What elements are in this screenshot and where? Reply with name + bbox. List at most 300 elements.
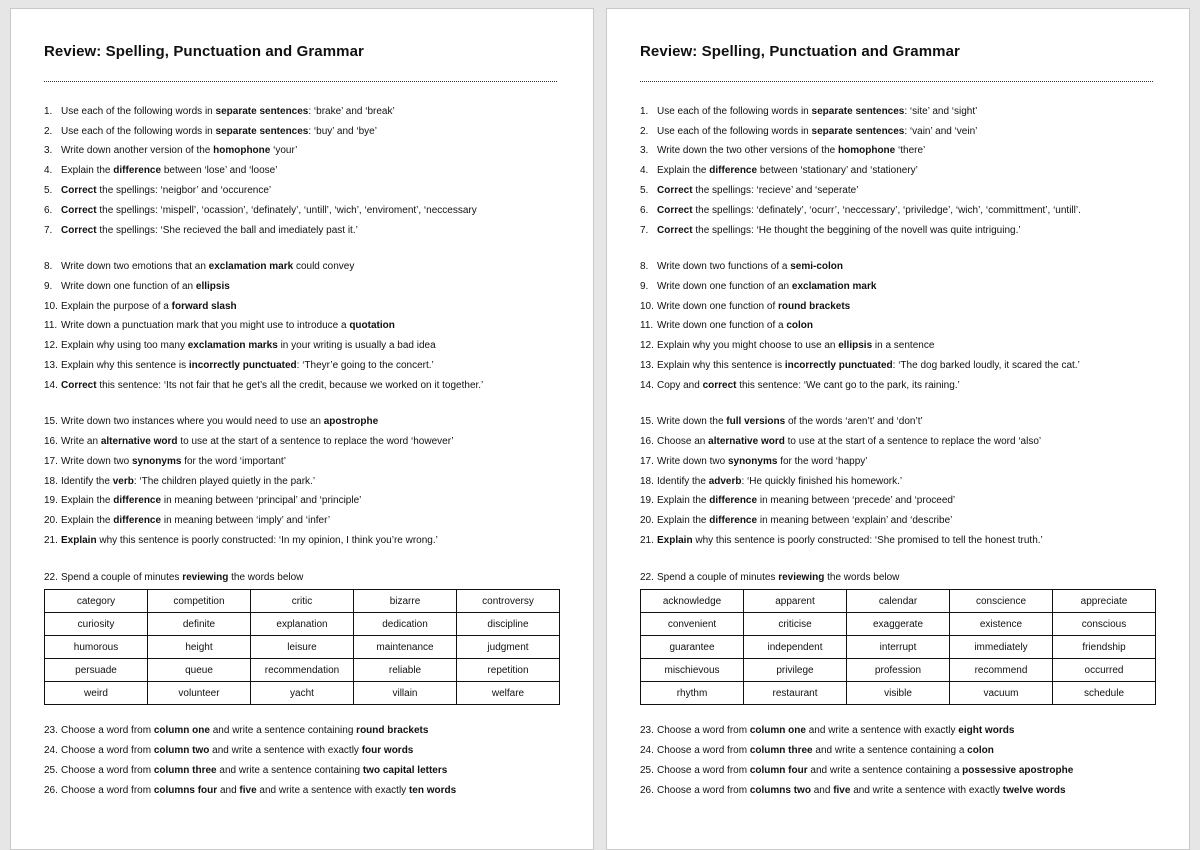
question-text: and write a sentence with exactly [209, 745, 362, 756]
question-11 [640, 320, 1169, 332]
table-cell: appreciate [1053, 590, 1156, 613]
question-keyword: quotation [349, 320, 395, 331]
question-keyword: adverb [708, 476, 742, 487]
table-cell: weird [45, 682, 148, 705]
table-cell: convenient [641, 613, 744, 636]
question-text: Choose an [657, 436, 709, 447]
question-number: 7. [44, 225, 53, 236]
question-text: Choose a word from [657, 745, 750, 756]
question-text: and write a sentence containing [209, 725, 357, 736]
question-text: Explain the purpose of a [61, 301, 172, 312]
question-text: Choose a word from [657, 765, 750, 776]
question-text: to use at the start of a sentence to replace the word ‘however’ [177, 436, 454, 447]
question-keyword: forward slash [171, 301, 237, 312]
question-text: between ‘stationary’ and ‘stationery’ [757, 165, 918, 176]
question-keyword: exclamation mark [208, 261, 294, 272]
question-number: 4. [44, 165, 53, 176]
question-17 [44, 456, 573, 468]
question-text: Choose a word from [61, 725, 154, 736]
question-number: 24. [44, 745, 58, 756]
table-cell: competition [148, 590, 251, 613]
question-keyword: ten words [408, 785, 457, 796]
question-keyword: two capital letters [362, 765, 448, 776]
question-number: 26. [44, 785, 58, 796]
question-number: 26. [640, 785, 654, 796]
question-keyword: columns four [153, 785, 218, 796]
table-cell: visible [847, 682, 950, 705]
question-text: Write down one function of an [61, 281, 196, 292]
question-text: the spellings: ‘mispell’, ‘ocassion’, ‘definately’, ‘untill’, ‘wich’, ‘enviroment’, ‘neccessary [96, 205, 477, 216]
question-text: : ‘vain’ and ‘vein’ [904, 126, 978, 137]
table-row [45, 682, 560, 705]
question-text: and write a sentence with exactly [850, 785, 1003, 796]
question-keyword: four words [361, 745, 414, 756]
question-keyword: exclamation mark [791, 281, 877, 292]
question-22 [640, 572, 1169, 584]
question-text: for the word ‘important’ [181, 456, 286, 467]
question-text: Explain why this sentence is [657, 360, 785, 371]
table-cell: profession [847, 659, 950, 682]
table-cell: guarantee [641, 636, 744, 659]
question-keyword: difference [113, 165, 162, 176]
question-text: this sentence: ‘We cant go to the park, its raining.’ [736, 380, 960, 391]
question-number: 9. [44, 281, 53, 292]
spelling-word-table [640, 589, 1156, 705]
spelling-word-table [44, 589, 560, 705]
table-cell: discipline [457, 613, 560, 636]
question-text: why this sentence is poorly constructed: ‘She promised to tell the honest truth.’ [692, 535, 1043, 546]
question-keyword: separate sentences [811, 106, 905, 117]
question-keyword: Correct [657, 185, 693, 196]
question-16 [640, 436, 1169, 448]
table-cell: occurred [1053, 659, 1156, 682]
question-number: 13. [640, 360, 654, 371]
question-text: Explain why using too many [61, 340, 188, 351]
table-cell: maintenance [354, 636, 457, 659]
question-26 [640, 785, 1169, 797]
table-cell: judgment [457, 636, 560, 659]
question-number: 2. [44, 126, 53, 137]
question-text: Write down two [61, 456, 132, 467]
question-number: 6. [44, 205, 53, 216]
question-number: 1. [44, 106, 53, 117]
question-number: 19. [44, 495, 58, 506]
table-cell: restaurant [744, 682, 847, 705]
question-18 [640, 476, 1169, 488]
question-keyword: reviewing [778, 572, 825, 583]
question-text: Choose a word from [657, 725, 750, 736]
question-text: Spend a couple of minutes [61, 572, 183, 583]
question-keyword: incorrectly punctuated [784, 360, 893, 371]
question-7 [44, 225, 573, 237]
table-row [641, 682, 1156, 705]
table-row [641, 636, 1156, 659]
table-cell: welfare [457, 682, 560, 705]
question-keyword: column two [153, 745, 210, 756]
question-text: Explain why you might choose to use an [657, 340, 839, 351]
question-keyword: Correct [657, 205, 693, 216]
table-cell: exaggerate [847, 613, 950, 636]
question-20 [640, 515, 1169, 527]
question-text: Write down one function of [657, 301, 778, 312]
worksheet-page-2 [606, 8, 1190, 850]
question-keyword: Correct [61, 205, 97, 216]
question-text: ‘there’ [895, 145, 926, 156]
table-row [45, 636, 560, 659]
question-text: could convey [293, 261, 355, 272]
question-keyword: reviewing [182, 572, 229, 583]
question-8 [640, 261, 1169, 273]
question-23 [44, 725, 573, 737]
question-keyword: separate sentences [215, 106, 309, 117]
table-cell: repetition [457, 659, 560, 682]
question-keyword: Correct [61, 185, 97, 196]
question-19 [44, 495, 573, 507]
question-text: the spellings: ‘He thought the beggining of the novell was quite intriguing.’ [692, 225, 1021, 236]
question-number: 3. [44, 145, 53, 156]
question-text: Choose a word from [61, 745, 154, 756]
question-25 [640, 765, 1169, 777]
question-text: Explain the [61, 495, 114, 506]
question-keyword: eight words [958, 725, 1015, 736]
question-text: why this sentence is poorly constructed: ‘In my opinion, I think you’re wrong.’ [96, 535, 438, 546]
question-keyword: homophone [213, 145, 271, 156]
question-keyword: incorrectly punctuated [188, 360, 297, 371]
question-keyword: ellipsis [838, 340, 873, 351]
table-cell: height [148, 636, 251, 659]
question-3 [640, 145, 1169, 157]
question-number: 23. [44, 725, 58, 736]
question-number: 8. [44, 261, 53, 272]
question-keyword: apostrophe [323, 416, 379, 427]
question-text: in meaning between ‘explain’ and ‘describe’ [757, 515, 953, 526]
question-18 [44, 476, 573, 488]
question-number: 22. [640, 572, 654, 583]
question-number: 24. [640, 745, 654, 756]
question-text: Identify the [657, 476, 709, 487]
table-row [45, 659, 560, 682]
table-cell: villain [354, 682, 457, 705]
question-keyword: exclamation marks [187, 340, 278, 351]
question-text: in a sentence [872, 340, 935, 351]
question-number: 20. [640, 515, 654, 526]
table-cell: reliable [354, 659, 457, 682]
question-number: 18. [44, 476, 58, 487]
question-text: this sentence: ‘Its not fair that he get’s all the credit, because we worked on it together.’ [96, 380, 484, 391]
table-cell: dedication [354, 613, 457, 636]
table-cell: category [45, 590, 148, 613]
question-text: : ‘site’ and ‘sight’ [904, 106, 978, 117]
question-number: 11. [640, 320, 654, 331]
question-text: to use at the start of a sentence to replace the word ‘also’ [784, 436, 1042, 447]
question-text: between ‘lose’ and ‘loose’ [161, 165, 278, 176]
question-text: Write down one function of a [657, 320, 787, 331]
question-text: Use each of the following words in [61, 126, 216, 137]
question-text: and write a sentence with exactly [805, 725, 959, 736]
question-keyword: possessive apostrophe [962, 765, 1074, 776]
question-number: 23. [640, 725, 654, 736]
table-cell: apparent [744, 590, 847, 613]
table-cell: mischievous [641, 659, 744, 682]
question-text: Choose a word from [61, 765, 154, 776]
question-2 [44, 126, 573, 138]
question-keyword: column one [749, 725, 806, 736]
question-number: 17. [44, 456, 58, 467]
question-text: and [810, 785, 834, 796]
question-number: 4. [640, 165, 649, 176]
question-keyword: Explain [657, 535, 693, 546]
question-number: 21. [640, 535, 654, 546]
question-text: : ‘Theyr’e going to the concert.’ [296, 360, 434, 371]
question-text: Identify the [61, 476, 113, 487]
question-keyword: round brackets [356, 725, 429, 736]
question-17 [640, 456, 1169, 468]
question-number: 11. [44, 320, 58, 331]
question-text: : ‘The children played quietly in the park.’ [133, 476, 316, 487]
question-26 [44, 785, 573, 797]
question-keyword: round brackets [778, 301, 851, 312]
page-title: Review: Spelling, Punctuation and Grammar [44, 43, 364, 60]
question-text: for the word ‘happy’ [777, 456, 868, 467]
question-21 [44, 535, 573, 547]
question-15 [640, 416, 1169, 428]
question-text: and [217, 785, 240, 796]
question-13 [44, 360, 573, 372]
question-text: Write down two emotions that an [61, 261, 209, 272]
question-text: in meaning between ‘principal’ and ‘principle’ [161, 495, 362, 506]
table-cell: acknowledge [641, 590, 744, 613]
question-number: 2. [640, 126, 649, 137]
question-keyword: column four [749, 765, 808, 776]
question-24 [640, 745, 1169, 757]
question-keyword: Correct [61, 380, 97, 391]
question-keyword: column three [749, 745, 813, 756]
question-keyword: verb [112, 476, 134, 487]
question-keyword: five [833, 785, 851, 796]
table-cell: definite [148, 613, 251, 636]
question-1 [640, 106, 1169, 118]
question-keyword: alternative word [100, 436, 178, 447]
question-text: Explain the [657, 165, 710, 176]
question-12 [640, 340, 1169, 352]
table-cell: conscience [950, 590, 1053, 613]
question-19 [640, 495, 1169, 507]
question-text: in your writing is usually a bad idea [277, 340, 436, 351]
table-cell: rhythm [641, 682, 744, 705]
table-cell: humorous [45, 636, 148, 659]
question-23 [640, 725, 1169, 737]
question-number: 10. [640, 301, 654, 312]
question-20 [44, 515, 573, 527]
table-cell: criticise [744, 613, 847, 636]
question-keyword: separate sentences [215, 126, 309, 137]
question-9 [44, 281, 573, 293]
question-4 [44, 165, 573, 177]
question-number: 14. [640, 380, 654, 391]
table-cell: friendship [1053, 636, 1156, 659]
question-keyword: correct [702, 380, 737, 391]
question-text: and write a sentence containing a [812, 745, 968, 756]
question-keyword: full versions [726, 416, 786, 427]
question-number: 25. [640, 765, 654, 776]
question-12 [44, 340, 573, 352]
question-text: Copy and [657, 380, 703, 391]
question-3 [44, 145, 573, 157]
table-row [641, 590, 1156, 613]
table-cell: leisure [251, 636, 354, 659]
question-25 [44, 765, 573, 777]
question-text: the words below [824, 572, 900, 583]
question-text: the spellings: ‘recieve’ and ‘seperate’ [692, 185, 859, 196]
question-text: Write down two [657, 456, 728, 467]
question-keyword: difference [709, 515, 758, 526]
question-text: Use each of the following words in [61, 106, 216, 117]
question-text: Write down two functions of a [657, 261, 791, 272]
question-text: Explain the [657, 515, 710, 526]
question-number: 13. [44, 360, 58, 371]
question-keyword: synonyms [727, 456, 778, 467]
table-cell: schedule [1053, 682, 1156, 705]
question-14 [44, 380, 573, 392]
question-number: 15. [640, 416, 654, 427]
question-number: 6. [640, 205, 649, 216]
question-keyword: five [239, 785, 257, 796]
table-cell: privilege [744, 659, 847, 682]
question-5 [640, 185, 1169, 197]
question-text: Choose a word from [657, 785, 750, 796]
question-number: 3. [640, 145, 649, 156]
question-keyword: twelve words [1002, 785, 1066, 796]
question-11 [44, 320, 573, 332]
question-5 [44, 185, 573, 197]
dotted-divider [44, 81, 557, 82]
question-24 [44, 745, 573, 757]
question-number: 12. [44, 340, 58, 351]
question-keyword: colon [786, 320, 814, 331]
question-text: : ‘The dog barked loudly, it scared the cat.’ [892, 360, 1080, 371]
question-number: 1. [640, 106, 649, 117]
table-cell: critic [251, 590, 354, 613]
question-text: the spellings: ‘definately’, ‘ocurr’, ‘neccessary’, ‘priviledge’, ‘wich’, ‘committment’, ‘untill’. [692, 205, 1081, 216]
table-cell: volunteer [148, 682, 251, 705]
question-text: : ‘brake’ and ‘break’ [308, 106, 395, 117]
question-21 [640, 535, 1169, 547]
page-title: Review: Spelling, Punctuation and Grammar [640, 43, 960, 60]
question-number: 15. [44, 416, 58, 427]
worksheet-page-1 [10, 8, 594, 850]
question-keyword: difference [113, 515, 162, 526]
question-keyword: column one [153, 725, 210, 736]
question-keyword: Correct [657, 225, 693, 236]
table-cell: interrupt [847, 636, 950, 659]
table-cell: recommend [950, 659, 1053, 682]
question-22 [44, 572, 573, 584]
question-14 [640, 380, 1169, 392]
question-text: Explain why this sentence is [61, 360, 189, 371]
question-keyword: colon [967, 745, 994, 756]
question-8 [44, 261, 573, 273]
question-text: Use each of the following words in [657, 106, 812, 117]
question-15 [44, 416, 573, 428]
question-text: and write a sentence with exactly [256, 785, 409, 796]
table-cell: calendar [847, 590, 950, 613]
question-keyword: separate sentences [811, 126, 905, 137]
table-cell: yacht [251, 682, 354, 705]
question-text: the words below [228, 572, 304, 583]
question-10 [44, 301, 573, 313]
question-text: Write down two instances where you would need to use an [61, 416, 324, 427]
question-7 [640, 225, 1169, 237]
table-cell: conscious [1053, 613, 1156, 636]
question-text: of the words ‘aren’t’ and ‘don’t’ [785, 416, 923, 427]
table-cell: queue [148, 659, 251, 682]
question-number: 17. [640, 456, 654, 467]
question-text: Explain the [657, 495, 710, 506]
table-row [45, 590, 560, 613]
question-text: in meaning between ‘precede’ and ‘proceed’ [757, 495, 956, 506]
question-6 [640, 205, 1169, 217]
question-number: 10. [44, 301, 58, 312]
question-text: in meaning between ‘imply’ and ‘infer’ [161, 515, 331, 526]
question-2 [640, 126, 1169, 138]
question-keyword: synonyms [131, 456, 182, 467]
question-number: 5. [44, 185, 53, 196]
question-text: and write a sentence containing [216, 765, 363, 776]
table-cell: persuade [45, 659, 148, 682]
question-number: 25. [44, 765, 58, 776]
question-number: 12. [640, 340, 654, 351]
question-text: Write down one function of an [657, 281, 792, 292]
question-keyword: Correct [61, 225, 97, 236]
question-text: : ‘He quickly finished his homework.’ [741, 476, 903, 487]
question-number: 9. [640, 281, 649, 292]
question-number: 14. [44, 380, 58, 391]
question-text: Write down another version of the [61, 145, 214, 156]
question-text: Choose a word from [61, 785, 154, 796]
question-number: 16. [640, 436, 654, 447]
question-text: the spellings: ‘neigbor’ and ‘occurence’ [96, 185, 272, 196]
table-row [641, 659, 1156, 682]
question-keyword: alternative word [708, 436, 785, 447]
question-6 [44, 205, 573, 217]
question-number: 5. [640, 185, 649, 196]
question-keyword: Explain [61, 535, 97, 546]
question-text: the spellings: ‘She recieved the ball and imediately past it.’ [96, 225, 358, 236]
question-13 [640, 360, 1169, 372]
question-number: 21. [44, 535, 58, 546]
question-number: 19. [640, 495, 654, 506]
table-cell: existence [950, 613, 1053, 636]
table-row [641, 613, 1156, 636]
question-keyword: semi-colon [790, 261, 844, 272]
question-text: : ‘buy’ and ‘bye’ [308, 126, 377, 137]
question-10 [640, 301, 1169, 313]
table-cell: bizarre [354, 590, 457, 613]
question-text: ‘your’ [270, 145, 298, 156]
table-cell: recommendation [251, 659, 354, 682]
question-keyword: column three [153, 765, 217, 776]
question-number: 16. [44, 436, 58, 447]
question-number: 18. [640, 476, 654, 487]
question-keyword: difference [709, 165, 758, 176]
question-keyword: difference [709, 495, 758, 506]
table-cell: explanation [251, 613, 354, 636]
question-number: 8. [640, 261, 649, 272]
question-4 [640, 165, 1169, 177]
table-row [45, 613, 560, 636]
question-text: and write a sentence containing a [807, 765, 963, 776]
question-text: Spend a couple of minutes [657, 572, 779, 583]
